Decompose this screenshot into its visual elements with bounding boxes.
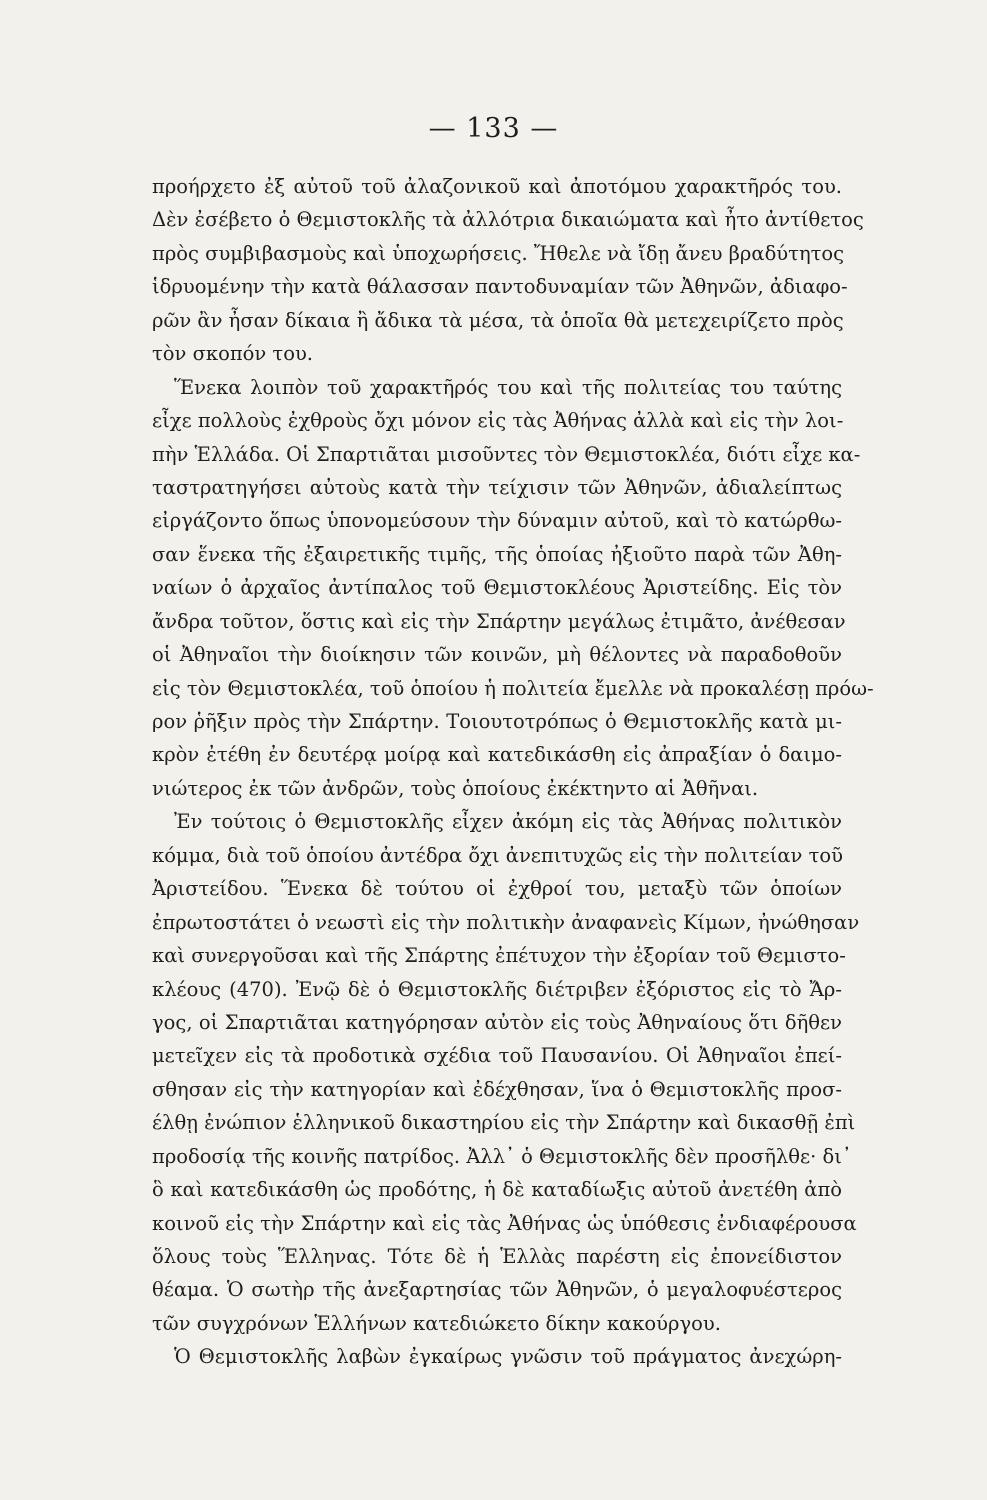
text-line: σθησαν εἰς τὴν κατηγορίαν καὶ ἐδέχθησαν, ἵνα ὁ Θεμιστοκλῆς προσ- bbox=[152, 1077, 842, 1101]
text-line: κρὸν ἐτέθη ἐν δευτέρᾳ μοίρᾳ καὶ κατεδικάσθη εἰς ἀπραξίαν ὁ δαιμο- bbox=[152, 743, 842, 767]
text-line: νιώτερος ἐκ τῶν ἀνδρῶν, τοὺς ὁποίους ἐκέκτηντο αἱ Ἀθῆναι. bbox=[152, 776, 759, 800]
text-line: οἱ Ἀθηναῖοι τὴν διοίκησιν τῶν κοινῶν, μὴ θέλοντες νὰ παραδοθοῦν bbox=[152, 643, 842, 667]
text-line: Ἀριστείδου. Ἕνεκα δὲ τούτου οἱ ἐχθροί του, μεταξὺ τῶν ὁποίων bbox=[152, 877, 842, 901]
text-line: καὶ συνεργοῦσαι καὶ τῆς Σπάρτης ἐπέτυχον τὴν ἐξορίαν τοῦ Θεμιστο- bbox=[152, 944, 846, 968]
text-line: ναίων ὁ ἀρχαῖος ἀντίπαλος τοῦ Θεμιστοκλέους Ἀριστείδης. Εἰς τὸν bbox=[152, 576, 842, 600]
body-text bbox=[152, 170, 874, 1374]
text-line: ἄνδρα τοῦτον, ὅστις καὶ εἰς τὴν Σπάρτην μεγάλως ἐτιμᾶτο, ἀνέθεσαν bbox=[152, 609, 846, 633]
text-line: κοινοῦ εἰς τὴν Σπάρτην καὶ εἰς τὰς Ἀθήνας ὡς ὑπόθεσις ἐνδιαφέρουσα bbox=[152, 1211, 857, 1235]
text-line: εἰς τὸν Θεμιστοκλέα, τοῦ ὁποίου ἡ πολιτεία ἔμελλε νὰ προκαλέσῃ πρόω- bbox=[152, 676, 874, 700]
text-line: εἰργάζοντο ὅπως ὑπονομεύσουν τὴν δύναμιν αὐτοῦ, καὶ τὸ κατώρθω- bbox=[152, 509, 842, 533]
text-line: σαν ἕνεκα τῆς ἐξαιρετικῆς τιμῆς, τῆς ὁποίας ἠξιοῦτο παρὰ τῶν Ἀθη- bbox=[152, 542, 842, 566]
text-line: γος, οἱ Σπαρτιᾶται κατηγόρησαν αὐτὸν εἰς τοὺς Ἀθηναίους ὅτι δῆθεν bbox=[152, 1010, 842, 1034]
text-line: ταστρατηγήσει αὐτοὺς κατὰ τὴν τείχισιν τῶν Ἀθηνῶν, ἀδιαλείπτως bbox=[152, 475, 842, 499]
text-line: Ἕνεκα λοιπὸν τοῦ χαρακτῆρός του καὶ τῆς πολιτείας του ταύτης bbox=[174, 375, 842, 399]
text-line: πὴν Ἑλλάδα. Οἱ Σπαρτιᾶται μισοῦντες τὸν Θεμιστοκλέα, διότι εἶχε κα- bbox=[152, 442, 861, 466]
text-line: Ὁ Θεμιστοκλῆς λαβὼν ἐγκαίρως γνῶσιν τοῦ πράγματος ἀνεχώρη- bbox=[174, 1345, 842, 1369]
text-line: τῶν συγχρόνων Ἑλλήνων κατεδιώκετο δίκην κακούργου. bbox=[152, 1311, 721, 1335]
text-line: ὃ καὶ κατεδικάσθη ὡς προδότης, ἡ δὲ καταδίωξις αὐτοῦ ἀνετέθη ἀπὸ bbox=[152, 1178, 842, 1202]
text-line: μετεῖχεν εἰς τὰ προδοτικὰ σχέδια τοῦ Παυσανίου. Οἱ Ἀθηναῖοι ἐπεί- bbox=[152, 1044, 842, 1068]
text-line: Δὲν ἐσέβετο ὁ Θεμιστοκλῆς τὰ ἀλλότρια δικαιώματα καὶ ἦτο ἀντίθετος bbox=[152, 208, 864, 232]
text-line: κόμμα, διὰ τοῦ ὁποίου ἀντέδρα ὄχι ἀνεπιτυχῶς εἰς τὴν πολιτείαν τοῦ bbox=[152, 843, 843, 867]
text-line: θέαμα. Ὁ σωτὴρ τῆς ἀνεξαρτησίας τῶν Ἀθηνῶν, ὁ μεγαλοφυέστερος bbox=[152, 1278, 842, 1302]
text-line: ἱδρυομένην τὴν κατὰ θάλασσαν παντοδυναμίαν τῶν Ἀθηνῶν, ἀδιαφο- bbox=[152, 275, 848, 299]
text-line: έλθῃ ἐνώπιον ἑλληνικοῦ δικαστηρίου εἰς τὴν Σπάρτην καὶ δικασθῇ ἐπὶ bbox=[152, 1111, 856, 1135]
text-line: εἶχε πολλοὺς ἐχθροὺς ὄχι μόνον εἰς τὰς Ἀθήνας ἀλλὰ καὶ εἰς τὴν λοι- bbox=[152, 409, 844, 433]
text-line: ρον ῥῆξιν πρὸς τὴν Σπάρτην. Τοιουτοτρόπως ὁ Θεμιστοκλῆς κατὰ μι- bbox=[152, 710, 842, 733]
text-line: τὸν σκοπόν του. bbox=[152, 342, 314, 366]
text-line: ἐπρωτοστάτει ὁ νεωστὶ εἰς τὴν πολιτικὴν ἀναφανεὶς Κίμων, ἠνώθησαν bbox=[152, 910, 860, 934]
text-line: προήρχετο ἐξ αὐτοῦ τοῦ ἀλαζονικοῦ καὶ ἀποτόμου χαρακτῆρός του. bbox=[152, 175, 842, 198]
text-line: Ἐν τούτοις ὁ Θεμιστοκλῆς εἶχεν ἀκόμη εἰς τὰς Ἀθήνας πολιτικὸν bbox=[174, 810, 842, 834]
page-number: — 133 — bbox=[428, 113, 559, 144]
text-line: ὅλους τοὺς Ἕλληνας. Τότε δὲ ἡ Ἑλλὰς παρέστη εἰς ἐπονείδιστον bbox=[152, 1245, 842, 1268]
text-line: ρῶν ἂν ἦσαν δίκαια ἢ ἄδικα τὰ μέσα, τὰ ὁποῖα θὰ μετεχειρίζετο πρὸς bbox=[152, 308, 844, 332]
text-line: κλέους (470). Ἐνῷ δὲ ὁ Θεμιστοκλῆς διέτριβεν ἐξόριστος εἰς τὸ Ἄρ- bbox=[152, 977, 842, 1001]
text-line: προδοσίᾳ τῆς κοινῆς πατρίδος. Ἀλλ᾿ ὁ Θεμιστοκλῆς δὲν προσῆλθε· δι᾿ bbox=[152, 1144, 852, 1168]
text-line: πρὸς συμβιβασμοὺς καὶ ὑποχωρήσεις. Ἤθελε νὰ ἴδῃ ἄνευ βραδύτητος bbox=[152, 241, 845, 265]
